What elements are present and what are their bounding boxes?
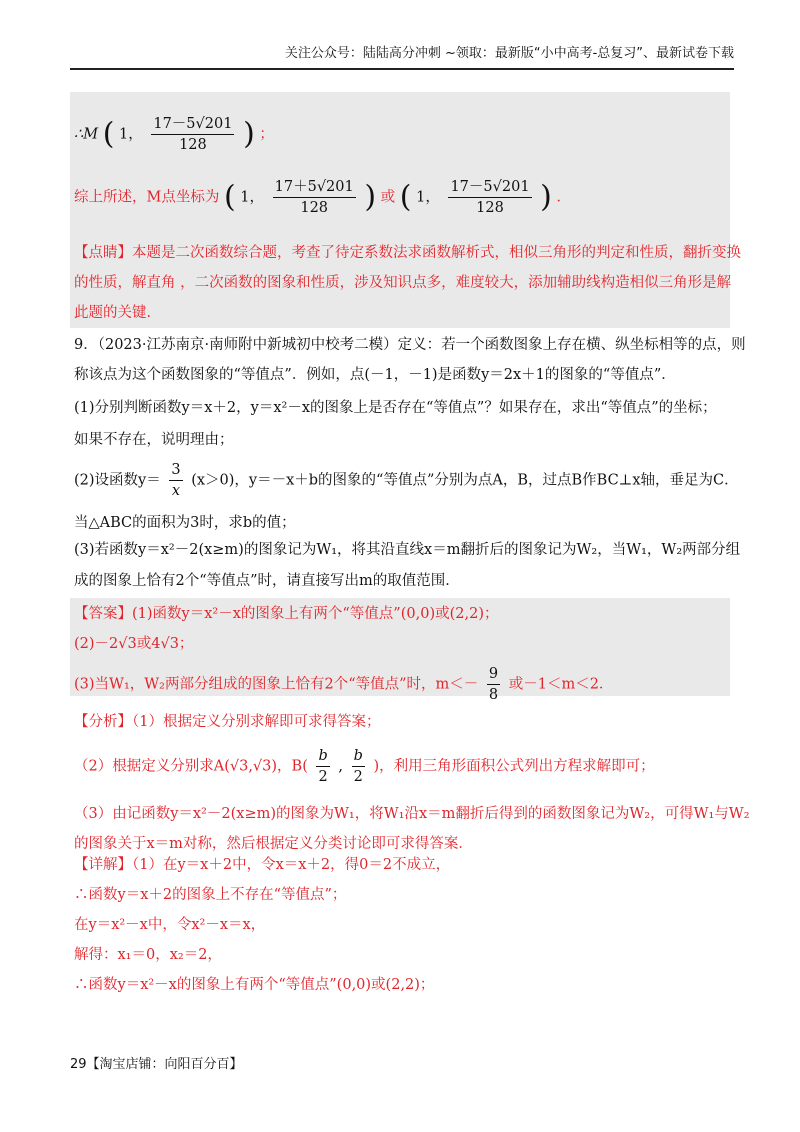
q9-line-2: 称该点为这个函数图象的“等值点”．例如，点(－1，－1)是函数y＝2x＋1的图象的“等值点”．	[74, 367, 676, 383]
q9-line-7: (3)若函数y＝x²－2(x≥m)的图象记为W₁，将其沿直线x＝m翻折后的图象记为W₂，当W₁，W₂两部分组	[74, 542, 741, 558]
m-point-line	[74, 114, 274, 155]
right-paren: )	[243, 116, 255, 152]
q9-l5-suffix: (x＞0)，y＝－x＋b的图象的“等值点”分别为点A，B，过点B作BC⊥x轴，垂足为C．	[191, 472, 739, 489]
q9-line-4: 如果不存在，说明理由；	[74, 432, 234, 448]
left-paren: (	[102, 116, 115, 152]
header-rule	[70, 68, 734, 70]
comment-line-2: 的性质，解直角 ，二次函数的图象和性质，涉及知识点多，难度较大，添加辅助线构造相似三角形是解	[74, 275, 732, 291]
ans-l3-prefix: (3)当W₁，W₂两部分组成的图象上恰有2个“等值点”时，m＜－	[74, 676, 479, 693]
an-l2-suffix: )，利用三角形面积公式列出方程求解即可；	[373, 758, 655, 775]
an-l2-frac1-den: 2	[318, 769, 328, 785]
q9-line-1: 9．（2023·江苏南京·南师附中新城初中校考二模）定义：若一个函数图象上存在横、纵坐标相等的点，则	[74, 337, 746, 353]
ans-l3-suffix: 或－1＜m＜2．	[508, 676, 614, 693]
analysis-block	[70, 712, 750, 852]
conclusion-suffix: ．	[556, 189, 571, 206]
an-l2-frac2	[352, 746, 365, 787]
an-l2-frac2-den: 2	[353, 769, 363, 785]
m-prefix: ∴M	[74, 126, 99, 143]
left-paren: (	[399, 179, 412, 215]
q9-l5-prefix: (2)设函数y＝	[74, 472, 161, 489]
detail-block	[70, 855, 730, 995]
right-paren: )	[364, 179, 377, 215]
detail-line-3: 在y＝x²－x中，令x²－x＝x，	[74, 917, 266, 933]
answer-line-1: 【答案】(1)函数y＝x²－x的图象上有两个“等值点”(0,0)或(2,2)；	[74, 606, 499, 622]
pt2-fraction	[448, 177, 531, 218]
comment-line-3: 此题的关键．	[74, 305, 161, 321]
left-paren: (	[223, 179, 236, 215]
right-paren: )	[540, 179, 552, 215]
analysis-line-4: 的图象关于x＝m对称，然后根据定义分类讨论即可求得答案．	[74, 836, 473, 852]
q9-l5-num: 3	[169, 460, 182, 481]
pt2-x: 1，	[416, 189, 440, 206]
an-l2-prefix: （2）根据定义分别求A(√3,√3)，B(	[74, 758, 308, 775]
m-suffix: ；	[259, 126, 274, 143]
m-point-x: 1，	[119, 126, 143, 143]
q9-l5-fraction	[169, 460, 182, 501]
q9-line-5	[74, 460, 739, 501]
question-9	[70, 335, 746, 600]
ans-l3-fraction	[487, 664, 500, 705]
answer-line-3	[74, 664, 613, 705]
q9-l5-den: x	[171, 483, 181, 499]
conclusion-line	[74, 177, 571, 218]
m-frac-den: 128	[179, 137, 207, 153]
ans-l3-num: 9	[487, 664, 500, 685]
detail-line-1: 【详解】（1）在y＝x＋2中，令x＝x＋2，得0＝2不成立，	[74, 857, 451, 873]
detail-line-2: ∴函数y＝x＋2的图象上不存在“等值点”；	[74, 887, 347, 903]
conclusion-prefix: 综上所述，M点坐标为	[74, 189, 220, 206]
an-l2-frac1	[316, 746, 329, 787]
an-l2-frac1-num: b	[316, 746, 329, 767]
q9-line-3: (1)分别判断函数y＝x＋2，y＝x²－x的图象上是否存在“等值点”？如果存在，求出“等值点”的坐标；	[74, 400, 717, 416]
q9-line-6: 当△ABC的面积为3时，求b的值；	[74, 515, 296, 531]
analysis-line-1: 【分析】（1）根据定义分别求解即可求得答案；	[74, 714, 381, 730]
pt1-fraction	[273, 177, 356, 218]
analysis-line-3: （3）由记函数y＝x²－2(x≥m)的图象为W₁，将W₁沿x＝m翻折后得到的函数图象记为W₂，可得W₁与W₂	[74, 806, 750, 822]
page-footer: 29【淘宝店铺：向阳百分百】	[70, 1057, 243, 1072]
an-l2-frac2-num: b	[352, 746, 365, 767]
m-frac-num: 17－5√201	[151, 114, 234, 135]
page-header: 关注公众号：陆陆高分冲刺 ~领取：最新版“小中高考-总复习”、最新试卷下载	[284, 46, 734, 61]
or-text: 或	[380, 189, 396, 206]
answer-line-2: (2)－2√3或4√3；	[74, 636, 194, 652]
detail-line-5: ∴函数y＝x²－x的图象上有两个“等值点”(0,0)或(2,2)；	[74, 977, 435, 993]
pt1-num: 17＋5√201	[273, 177, 356, 198]
pt1-den: 128	[300, 200, 329, 216]
detail-line-4: 解得：x₁＝0，x₂＝2，	[74, 947, 222, 963]
pt2-num: 17－5√201	[448, 177, 531, 198]
ans-l3-den: 8	[488, 687, 499, 703]
previous-solution-block	[70, 92, 741, 328]
analysis-line-2	[74, 746, 655, 787]
comment-line-1: 【点睛】本题是二次函数综合题，考查了待定系数法求函数解析式，相似三角形的判定和性质，翻折变换	[74, 245, 741, 261]
m-fraction	[151, 114, 234, 155]
answer-block	[70, 598, 730, 703]
pt2-den: 128	[476, 200, 504, 216]
pt1-x: 1，	[240, 189, 265, 206]
an-l2-comma: ,	[338, 758, 343, 775]
q9-line-8: 成的图象上恰有2个“等值点”时，请直接写出m的取值范围．	[74, 573, 460, 589]
